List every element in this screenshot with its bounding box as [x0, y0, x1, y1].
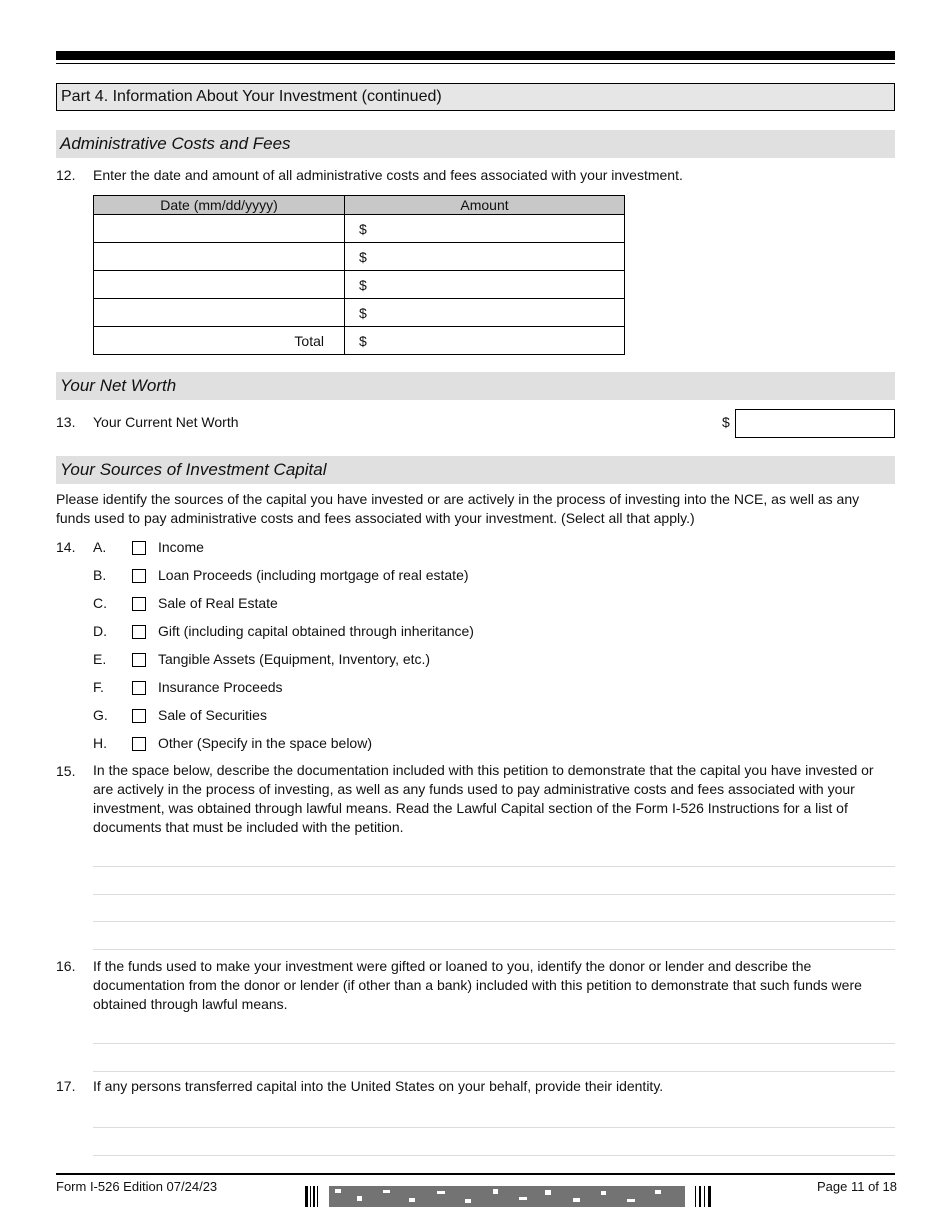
footer-page-number: Page 11 of 18: [817, 1179, 897, 1194]
option-b-label: Loan Proceeds (including mortgage of real estate): [158, 567, 469, 583]
checkbox-other[interactable]: [132, 737, 146, 751]
option-f-letter: F.: [93, 679, 104, 695]
option-h-label: Other (Specify in the space below): [158, 735, 372, 751]
checkbox-income[interactable]: [132, 541, 146, 555]
top-rule-thick: [56, 51, 895, 60]
table-row: [94, 243, 625, 271]
option-e-label: Tangible Assets (Equipment, Inventory, etc.): [158, 651, 431, 667]
section-net-worth: Your Net Worth: [56, 372, 895, 400]
option-c-label: Sale of Real Estate: [158, 595, 278, 611]
fee-date-input-2[interactable]: [94, 243, 345, 271]
fees-total-input[interactable]: [345, 327, 625, 355]
fee-date-input-3[interactable]: [94, 271, 345, 299]
question-17-number: 17.: [56, 1078, 76, 1094]
option-b-letter: B.: [93, 567, 107, 583]
option-h-letter: H.: [93, 735, 107, 751]
currency-symbol: $: [359, 304, 367, 321]
fees-header-amount: Amount: [345, 196, 625, 215]
part-continued: (continued): [361, 88, 442, 105]
table-row-total: [94, 327, 625, 355]
checkbox-tangible-assets[interactable]: [132, 653, 146, 667]
question-13-text: Your Current Net Worth: [93, 414, 239, 430]
question-13-number: 13.: [56, 414, 76, 430]
footer-form-edition: Form I-526 Edition 07/24/23: [56, 1179, 218, 1194]
top-rule-thin: [56, 63, 895, 64]
section-admin-costs: Administrative Costs and Fees: [56, 130, 895, 158]
answer-line-17-1[interactable]: [93, 1127, 895, 1128]
answer-line-15-4[interactable]: [93, 949, 895, 950]
option-f-label: Insurance Proceeds: [158, 679, 283, 695]
fee-date-input-4[interactable]: [94, 299, 345, 327]
table-row: [94, 215, 625, 243]
checkbox-insurance-proceeds[interactable]: [132, 681, 146, 695]
answer-line-16-1[interactable]: [93, 1043, 895, 1044]
option-a-label: Income: [158, 539, 204, 555]
question-16-text: If the funds used to make your investment were gifted or loaned to you, identify the donor or lender and describe the documentation from the donor or lender (if other than a bank) included with this petition to demonstrate that such funds were obtained through lawful means.: [93, 958, 862, 1012]
answer-line-15-1[interactable]: [93, 866, 895, 867]
currency-symbol: $: [359, 276, 367, 293]
question-17-text: If any persons transferred capital into the United States on your behalf, provide their identity.: [93, 1078, 664, 1094]
question-16-number: 16.: [56, 958, 76, 974]
fee-date-input-1[interactable]: [94, 215, 345, 243]
net-worth-input[interactable]: [735, 409, 895, 438]
fee-amount-input-4[interactable]: [345, 299, 625, 327]
option-d-label: Gift (including capital obtained through inheritance): [158, 623, 474, 639]
fees-total-label: Total: [94, 327, 345, 355]
table-row: [94, 271, 625, 299]
checkbox-loan-proceeds[interactable]: [132, 569, 146, 583]
option-e-letter: E.: [93, 651, 107, 667]
sources-intro: Please identify the sources of the capital you have invested or are actively in the process of investing into the NCE, as well as any funds used to pay administrative costs and fees associated with your investment. (Select all that apply.): [56, 491, 860, 526]
bottom-rule: [56, 1173, 895, 1175]
checkbox-gift[interactable]: [132, 625, 146, 639]
answer-line-15-2[interactable]: [93, 894, 895, 895]
currency-symbol: $: [359, 220, 367, 237]
fee-amount-input-3[interactable]: [345, 271, 625, 299]
fee-amount-input-1[interactable]: [345, 215, 625, 243]
barcode-icon: [305, 1186, 713, 1207]
question-12-number: 12.: [56, 167, 76, 183]
part-header: [56, 83, 895, 111]
option-d-letter: D.: [93, 623, 107, 639]
option-g-letter: G.: [93, 707, 108, 723]
question-12-text: Enter the date and amount of all administrative costs and fees associated with your investment.: [93, 167, 683, 183]
checkbox-sale-real-estate[interactable]: [132, 597, 146, 611]
option-a-letter: A.: [93, 539, 107, 555]
fees-table: [93, 195, 625, 355]
currency-symbol: $: [359, 332, 367, 349]
part-title: Part 4. Information About Your Investment: [61, 88, 358, 105]
option-c-letter: C.: [93, 595, 107, 611]
checkbox-sale-securities[interactable]: [132, 709, 146, 723]
question-15-text: In the space below, describe the documentation included with this petition to demonstrate that the capital you have invested or are actively in the process of investing, as well as any funds used to pay administrative costs and fees associated with your investment, was obtained through lawful means. Read the Lawful Capital section of the Form I-526 Instructions for a list of documents that must be included with the petition.: [93, 762, 874, 835]
question-15-number: 15.: [56, 763, 76, 779]
currency-symbol: $: [359, 248, 367, 265]
answer-line-16-2[interactable]: [93, 1071, 895, 1072]
section-sources: Your Sources of Investment Capital: [56, 456, 895, 484]
answer-line-15-3[interactable]: [93, 921, 895, 922]
table-row: [94, 299, 625, 327]
question-14-number: 14.: [56, 539, 76, 555]
fee-amount-input-2[interactable]: [345, 243, 625, 271]
fees-header-date: Date (mm/dd/yyyy): [94, 196, 345, 215]
option-g-label: Sale of Securities: [158, 707, 267, 723]
answer-line-17-2[interactable]: [93, 1155, 895, 1156]
net-worth-currency: $: [722, 414, 730, 430]
